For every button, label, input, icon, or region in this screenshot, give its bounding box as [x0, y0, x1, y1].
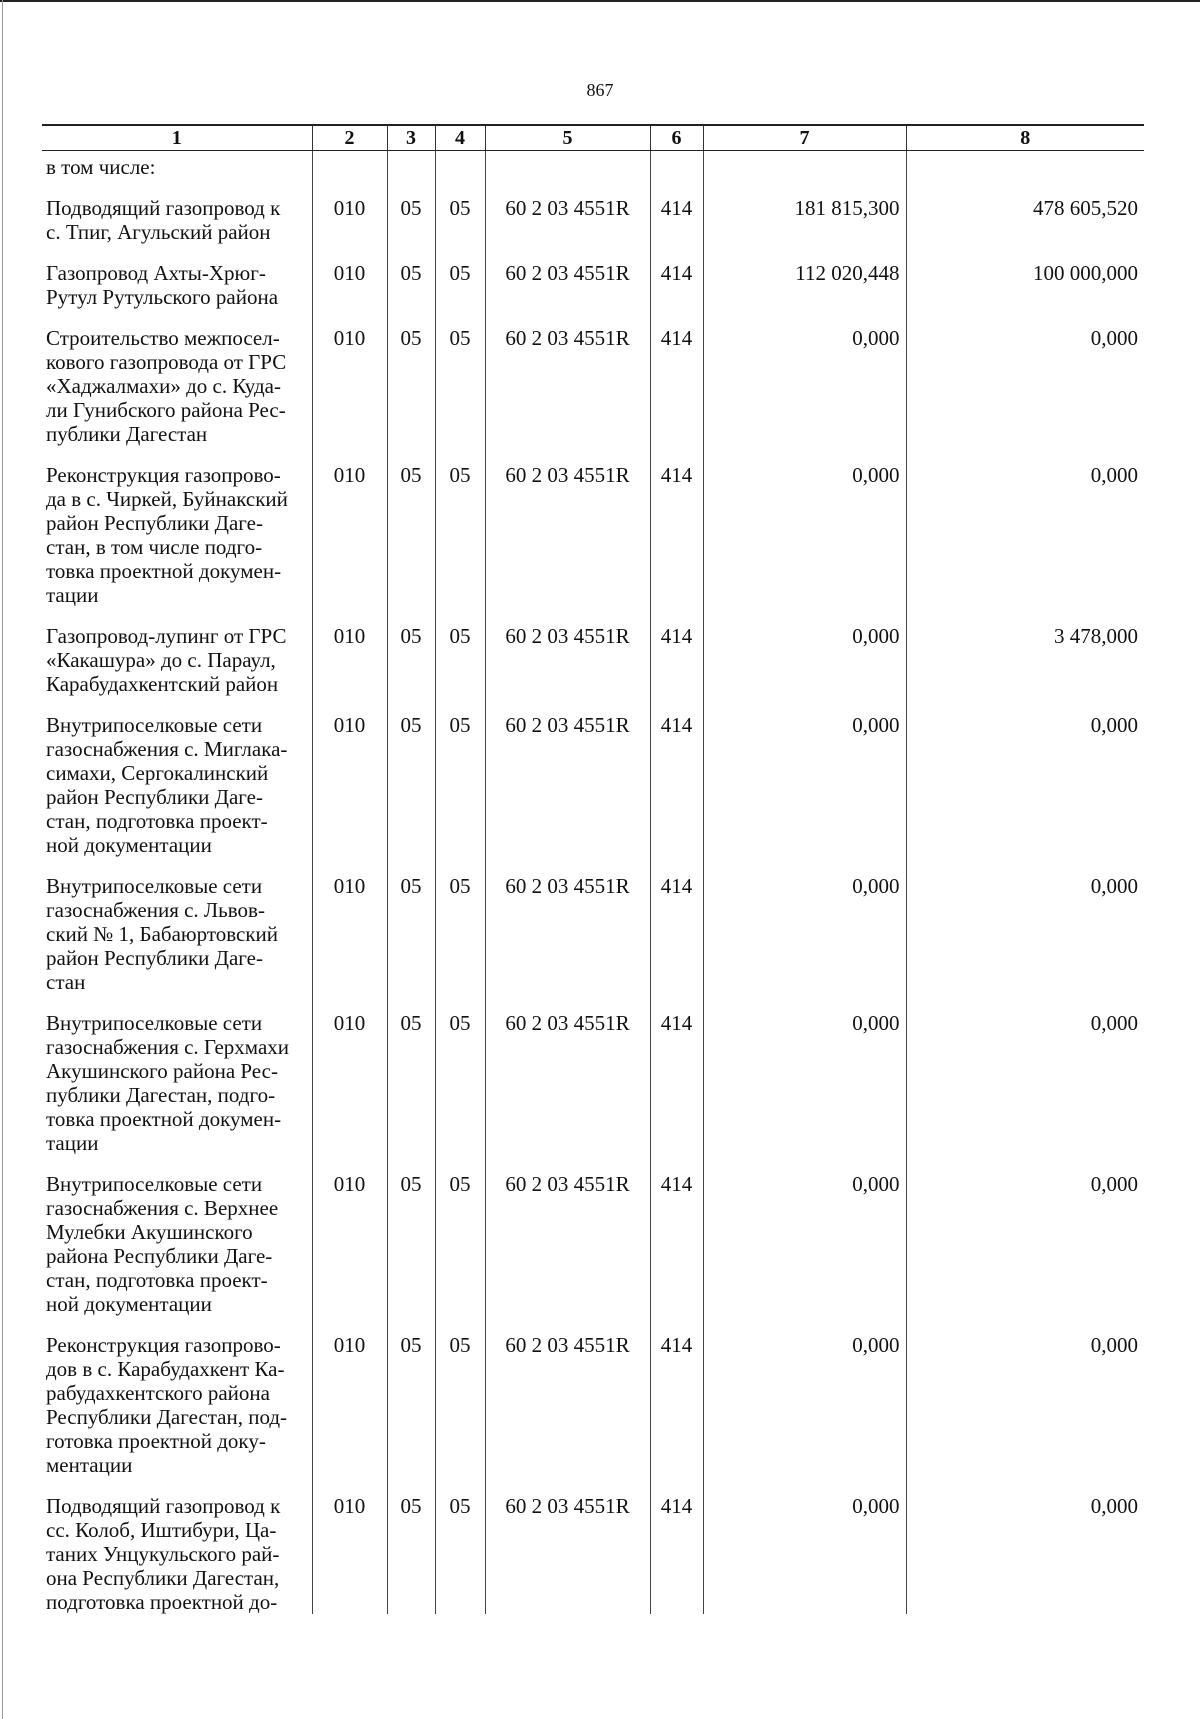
column-header-8: 8 — [906, 125, 1144, 151]
subsection-code-cell: 05 — [435, 607, 485, 696]
amount-col7-cell: 0,000 — [703, 1155, 906, 1316]
object-name-text: Внутрипоселковые сети газоснабжения с. Герхмахи Акушинского района Рес- публики Дагестан, подго- товка проектной докумен- тации — [46, 1011, 289, 1155]
amount-col8-cell: 0,000 — [906, 857, 1144, 994]
amount-col8-cell: 3 478,000 — [906, 607, 1144, 696]
subsection-code-cell: 05 — [435, 1477, 485, 1614]
amount-col7-cell: 0,000 — [703, 994, 906, 1155]
section-code-cell: 05 — [387, 446, 435, 607]
amount-col7-cell: 0,000 — [703, 607, 906, 696]
section-code-cell: 05 — [387, 179, 435, 244]
subsection-code-cell: 05 — [435, 857, 485, 994]
table-row — [42, 1155, 1144, 1316]
object-name-cell — [42, 994, 312, 1155]
amount-col8-cell: 0,000 — [906, 446, 1144, 607]
object-name-cell — [42, 696, 312, 857]
ministry-code-cell: 010 — [312, 244, 387, 309]
subsection-code-cell: 05 — [435, 1316, 485, 1477]
expense-type-cell: 414 — [650, 244, 703, 309]
subsection-code-cell: 05 — [435, 446, 485, 607]
expense-type-cell: 414 — [650, 309, 703, 446]
section-code-cell: 05 — [387, 1316, 435, 1477]
ministry-code-cell: 010 — [312, 179, 387, 244]
section-code-cell: 05 — [387, 1155, 435, 1316]
object-name-cell — [42, 607, 312, 696]
expense-type-cell: 414 — [650, 446, 703, 607]
table-row — [42, 179, 1144, 244]
table-header-row — [42, 125, 1144, 151]
target-article-cell: 60 2 03 4551R — [485, 179, 650, 244]
object-name-cell — [42, 1155, 312, 1316]
amount-col8-cell: 0,000 — [906, 1155, 1144, 1316]
section-code-cell: 05 — [387, 1477, 435, 1614]
expense-type-cell: 414 — [650, 1477, 703, 1614]
target-article-cell: 60 2 03 4551R — [485, 607, 650, 696]
expense-type-cell: 414 — [650, 857, 703, 994]
object-name-text: Газопровод-лупинг от ГРС «Какашура» до с. Параул, Карабудахкентский район — [46, 624, 287, 696]
object-name-text: Внутрипоселковые сети газоснабжения с. Верхнее Мулебки Акушинского района Республики Даге- стан, подготовка проект- ной документации — [46, 1172, 279, 1316]
object-name-text: Реконструкция газопрово- да в с. Чиркей, Буйнакский район Республики Даге- стан, в том числе подго- товка проектной докумен- тации — [46, 463, 288, 607]
amount-col8-cell: 0,000 — [906, 696, 1144, 857]
target-article-cell: 60 2 03 4551R — [485, 244, 650, 309]
target-article-cell: 60 2 03 4551R — [485, 1477, 650, 1614]
expense-type-cell: 414 — [650, 179, 703, 244]
ministry-code-cell: 010 — [312, 446, 387, 607]
subsection-code-cell: 05 — [435, 244, 485, 309]
amount-col8-cell: 478 605,520 — [906, 179, 1144, 244]
section-code-cell: 05 — [387, 309, 435, 446]
amount-col7-cell: 0,000 — [703, 1316, 906, 1477]
table-row — [42, 1477, 1144, 1614]
object-name-text: Реконструкция газопрово- дов в с. Карабудахкент Ка- рабудахкентского района Республики Дагестан, под- готовка проектной доку- ментации — [46, 1333, 288, 1477]
amount-col7-cell: 0,000 — [703, 696, 906, 857]
section-code-cell: 05 — [387, 696, 435, 857]
amount-col8-cell: 0,000 — [906, 994, 1144, 1155]
target-article-cell: 60 2 03 4551R — [485, 1155, 650, 1316]
subsection-code-cell: 05 — [435, 696, 485, 857]
expense-type-cell: 414 — [650, 1316, 703, 1477]
ministry-code-cell: 010 — [312, 1477, 387, 1614]
column-header-2: 2 — [312, 125, 387, 151]
target-article-cell: 60 2 03 4551R — [485, 309, 650, 446]
amount-col8-cell: 0,000 — [906, 1316, 1144, 1477]
amount-col8-cell: 100 000,000 — [906, 244, 1144, 309]
amount-col7-cell: 0,000 — [703, 446, 906, 607]
table-row — [42, 1316, 1144, 1477]
table-row — [42, 994, 1144, 1155]
subsection-code-cell: 05 — [435, 994, 485, 1155]
budget-table — [42, 124, 1144, 1614]
target-article-cell: 60 2 03 4551R — [485, 994, 650, 1155]
subsection-code-cell: 05 — [435, 1155, 485, 1316]
object-name-text: Внутрипоселковые сети газоснабжения с. Львов- ский № 1, Бабаюртовский район Республики Даге- стан — [46, 874, 279, 994]
amount-col7-cell: 0,000 — [703, 857, 906, 994]
table-row — [42, 309, 1144, 446]
ministry-code-cell: 010 — [312, 607, 387, 696]
amount-col7-cell: 112 020,448 — [703, 244, 906, 309]
table-row — [42, 446, 1144, 607]
object-name-text: Строительство межпосел- кового газопровода от ГРС «Хаджалмахи» до с. Куда- ли Гунибского района Рес- публики Дагестан — [46, 326, 287, 446]
page-top-rule — [0, 0, 1200, 2]
object-name-text: Внутрипоселковые сети газоснабжения с. Миглака- симахи, Сергокалинский район Республики Даге- стан, подготовка проект- ной документации — [46, 713, 288, 857]
object-name-cell — [42, 857, 312, 994]
amount-col7-cell: 0,000 — [703, 309, 906, 446]
column-header-7: 7 — [703, 125, 906, 151]
table-row — [42, 244, 1144, 309]
object-name-text: Газопровод Ахты-Хрюг- Рутул Рутульского района — [46, 261, 279, 309]
ministry-code-cell: 010 — [312, 857, 387, 994]
column-header-3: 3 — [387, 125, 435, 151]
object-name-cell — [42, 1477, 312, 1614]
subsection-code-cell: 05 — [435, 309, 485, 446]
amount-col8-cell: 0,000 — [906, 309, 1144, 446]
ministry-code-cell: 010 — [312, 1155, 387, 1316]
target-article-cell: 60 2 03 4551R — [485, 1316, 650, 1477]
amount-col7-cell: 181 815,300 — [703, 179, 906, 244]
object-name-cell — [42, 309, 312, 446]
amount-col7-cell: 0,000 — [703, 1477, 906, 1614]
ministry-code-cell: 010 — [312, 994, 387, 1155]
expense-type-cell: 414 — [650, 696, 703, 857]
object-name-cell — [42, 446, 312, 607]
expense-type-cell: 414 — [650, 607, 703, 696]
expense-type-cell: 414 — [650, 994, 703, 1155]
section-label-row — [42, 151, 1144, 180]
object-name-cell — [42, 179, 312, 244]
column-header-1: 1 — [42, 125, 312, 151]
target-article-cell: 60 2 03 4551R — [485, 696, 650, 857]
object-name-cell — [42, 244, 312, 309]
section-label: в том числе: — [46, 155, 156, 179]
target-article-cell: 60 2 03 4551R — [485, 446, 650, 607]
section-code-cell: 05 — [387, 857, 435, 994]
object-name-cell — [42, 1316, 312, 1477]
section-code-cell: 05 — [387, 607, 435, 696]
ministry-code-cell: 010 — [312, 1316, 387, 1477]
object-name-text: Подводящий газопровод к сс. Колоб, Иштибури, Ца- таних Унцукульского рай- она Республики Дагестан, подготовка проектной до- — [46, 1494, 281, 1614]
section-code-cell: 05 — [387, 244, 435, 309]
page-number: 867 — [586, 80, 614, 100]
column-header-4: 4 — [435, 125, 485, 151]
section-code-cell: 05 — [387, 994, 435, 1155]
table-row — [42, 857, 1144, 994]
column-header-5: 5 — [485, 125, 650, 151]
target-article-cell: 60 2 03 4551R — [485, 857, 650, 994]
ministry-code-cell: 010 — [312, 309, 387, 446]
column-header-6: 6 — [650, 125, 703, 151]
table-row — [42, 607, 1144, 696]
table-row — [42, 696, 1144, 857]
page-left-rule — [2, 0, 3, 1719]
object-name-text: Подводящий газопровод к с. Тпиг, Агульский район — [46, 196, 281, 244]
subsection-code-cell: 05 — [435, 179, 485, 244]
amount-col8-cell: 0,000 — [906, 1477, 1144, 1614]
ministry-code-cell: 010 — [312, 696, 387, 857]
expense-type-cell: 414 — [650, 1155, 703, 1316]
